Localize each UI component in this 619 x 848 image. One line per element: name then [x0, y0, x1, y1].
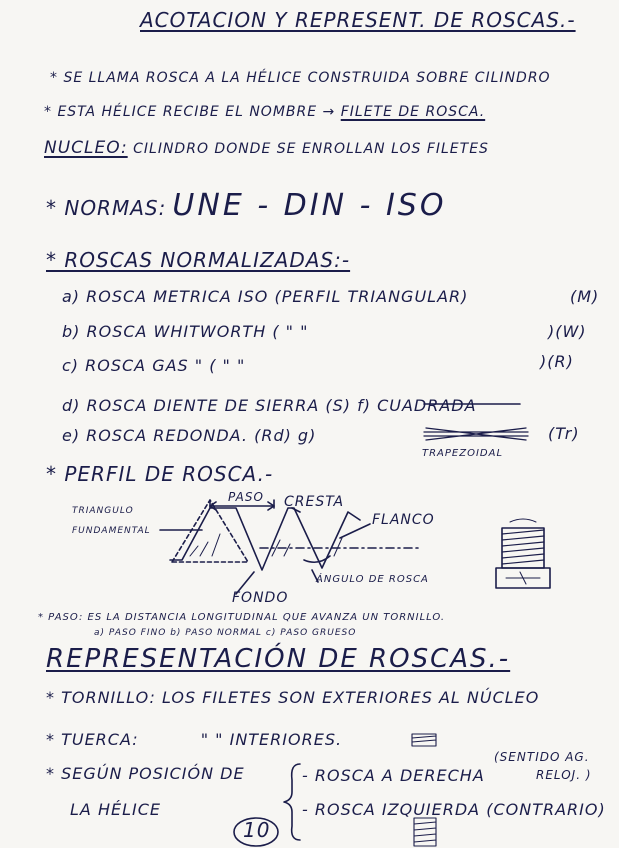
rosca-code-a: (M): [570, 287, 600, 306]
perfil-label-paso: PASO: [228, 490, 264, 504]
tuerca-definition: " " INTERIORES.: [200, 730, 343, 749]
rosca-item-a: a) ROSCA METRICA ISO (PERFIL TRIANGULAR): [62, 287, 469, 306]
paso-options: a) PASO FINO b) PASO NORMAL c) PASO GRUESO: [94, 628, 357, 638]
definition-line-rosca: * SE LLAMA ROSCA A LA HÉLICE CONSTRUIDA SOBRE CILINDRO: [50, 70, 551, 86]
segun-line-2: LA HÉLICE: [70, 800, 161, 819]
scribble-out: [424, 428, 528, 440]
perfil-label-cresta: CRESTA: [284, 494, 345, 510]
rosca-code-c: )(R): [540, 352, 574, 371]
page-title: ACOTACION Y REPRESENT. DE ROSCAS.-: [140, 8, 576, 32]
rosca-item-e: e) ROSCA REDONDA. (Rd) g): [62, 426, 317, 445]
perfil-label-fondo: FONDO: [232, 590, 289, 606]
perfil-label-flanco: FLANCO: [372, 512, 435, 528]
perfil-label-angulo: ÁNGULO DE ROSCA: [316, 574, 429, 585]
rosca-item-d: d) ROSCA DIENTE DE SIERRA (S) f) CUADRADA: [62, 396, 477, 415]
rosca-izquierda: - ROSCA IZQUIERDA (CONTRARIO): [302, 800, 606, 819]
derecha-note-2: RELOJ. ): [536, 768, 592, 782]
rosca-item-c: c) ROSCA GAS " ( " ": [62, 356, 246, 375]
perfil-label-fundamental: FUNDAMENTAL: [72, 526, 151, 536]
normas-label: * NORMAS:: [46, 196, 167, 220]
profile-hatching: [190, 534, 342, 556]
rosca-item-b: b) ROSCA WHITWORTH ( " ": [62, 322, 309, 341]
paso-definition: * PASO: ES LA DISTANCIA LONGITUDINAL QUE AVANZA UN TORNILLO.: [38, 612, 446, 623]
segun-line-1: * SEGÚN POSICIÓN DE: [46, 764, 245, 783]
definition-filete-prefix: * ESTA HÉLICE RECIBE EL NOMBRE →: [44, 104, 336, 120]
rosca-code-e: (Tr): [548, 424, 580, 443]
flanco-leader: [340, 524, 370, 538]
rosca-derecha: - ROSCA A DERECHA: [302, 766, 485, 785]
rosca-code-b: )(W): [548, 322, 587, 341]
perfil-label-triangulo: TRIANGULO: [72, 506, 134, 516]
nucleo-term: NUCLEO:: [44, 138, 128, 158]
curly-brace: [284, 764, 300, 840]
trapezoidal-label: TRAPEZOIDAL: [422, 448, 504, 459]
angulo-leader: [312, 570, 318, 582]
tornillo-line: * TORNILLO: LOS FILETES SON EXTERIORES AL NÚCLEO: [46, 688, 540, 707]
normas-value: UNE - DIN - ISO: [172, 188, 447, 223]
tuerca-label: * TUERCA:: [46, 730, 139, 749]
derecha-note-1: (SENTIDO AG.: [494, 750, 590, 764]
nucleo-definition: CILINDRO DONDE SE ENROLLAN LOS FILETES: [133, 141, 489, 157]
page-number-circle: [234, 818, 278, 846]
bolt-illustration: [496, 519, 550, 588]
small-thread-sketches: [412, 734, 436, 846]
representacion-heading: REPRESENTACIÓN DE ROSCAS.-: [46, 644, 511, 674]
fondo-leader: [236, 572, 254, 594]
page-number: 10: [243, 818, 271, 842]
definition-filete-term: FILETE DE ROSCA.: [340, 104, 486, 120]
normalizadas-heading: * ROSCAS NORMALIZADAS:-: [46, 248, 351, 272]
perfil-heading: * PERFIL DE ROSCA.-: [46, 462, 274, 486]
